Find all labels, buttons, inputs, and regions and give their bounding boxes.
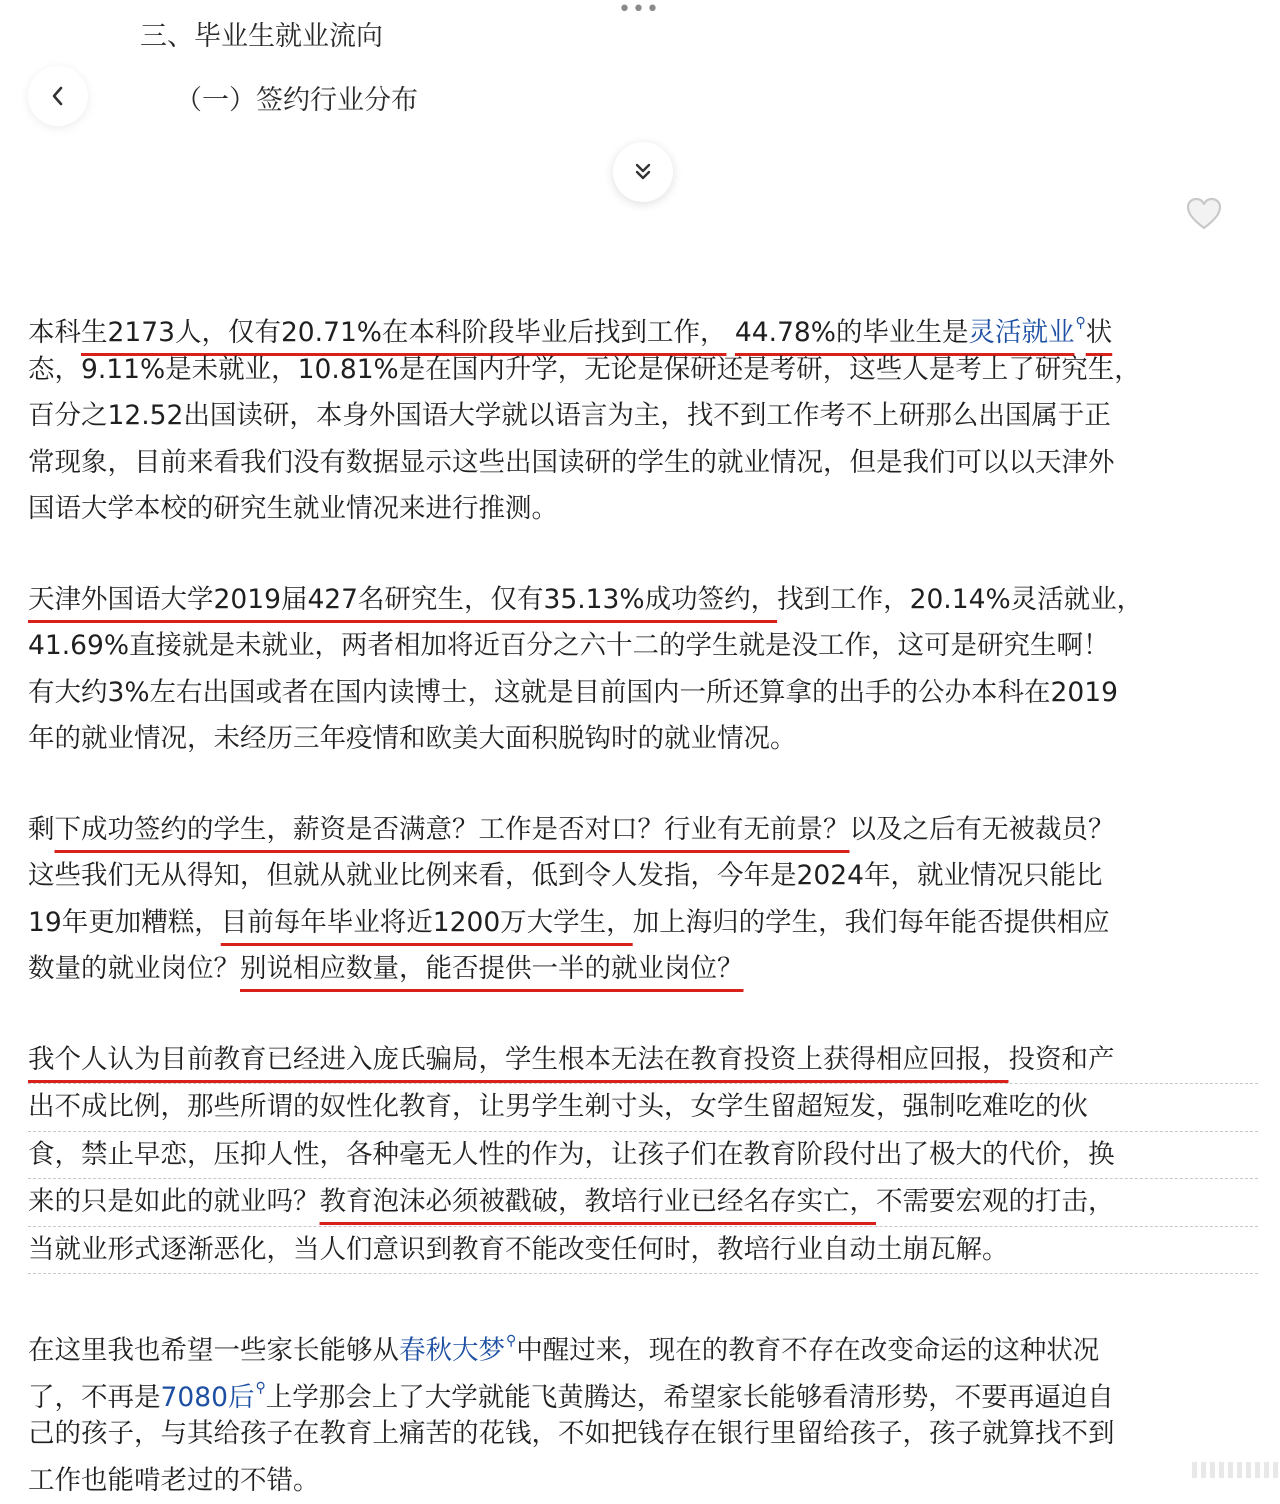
text-span: 中醒过来，现在的教育不存在改变命运的这种状况 xyxy=(516,1335,1099,1366)
text-span: 数量的就业岗位？ xyxy=(28,953,240,984)
text-line xyxy=(28,900,1258,947)
text-span: 本科 xyxy=(28,317,81,348)
text-span: 状 xyxy=(1086,317,1113,348)
text-line xyxy=(28,1318,1258,1365)
text-line: 态，9.11%是未就业，10.81%是在国内升学，无论是保研还是考研，这些人是考上了研究生， xyxy=(28,347,1258,394)
keyword-link-daydream[interactable]: 春秋大梦 xyxy=(399,1335,505,1366)
watermark-bars xyxy=(1192,1462,1280,1478)
text-line: 出不成比例，那些所谓的奴性化教育，让男学生剃寸头，女学生留超短发，强制吃难吃的伙 xyxy=(28,1084,1258,1132)
underlined-text: 目前每年毕业将近1200万大学生， xyxy=(221,907,633,938)
heart-icon xyxy=(1186,197,1222,231)
paragraph-5 xyxy=(28,1318,1258,1504)
text-line: 食，禁止早恋，压抑人性，各种毫无人性的作为，让孩子们在教育阶段付出了极大的代价，换 xyxy=(28,1132,1258,1180)
search-icon[interactable]: ⚲ xyxy=(506,1318,516,1365)
underlined-text: 天津外国语大学2019届427名研究生，仅有35.13%成功签约， xyxy=(28,584,777,615)
underlined-text: 别说相应数量，能否提供一半的就业岗位？ xyxy=(240,953,744,984)
text-line: 这些我们无从得知，但就从就业比例来看，低到令人发指，今年是2024年，就业情况只能比 xyxy=(28,853,1258,900)
text-line xyxy=(28,1037,1258,1085)
text-line: 工作也能啃老过的不错。 xyxy=(28,1458,1258,1504)
text-span: 了，不再是 xyxy=(28,1382,161,1413)
expand-button[interactable] xyxy=(613,142,673,202)
sub-title: （一）签约行业分布 xyxy=(175,78,418,117)
chevron-left-icon xyxy=(48,84,68,108)
text-line xyxy=(28,577,1258,624)
text-span: 不需要宏观的打击， xyxy=(876,1186,1115,1217)
text-span xyxy=(726,317,734,348)
paragraph-2 xyxy=(28,577,1258,763)
text-span: 加上海归的学生，我们每年能否提供相应 xyxy=(633,907,1110,938)
underlined-text xyxy=(735,317,1112,348)
text-line xyxy=(28,807,1258,854)
text-span: 来的只是如此的就业吗？ xyxy=(28,1186,320,1217)
article-body xyxy=(28,300,1258,1504)
keyword-link-7080[interactable]: 7080后 xyxy=(161,1382,255,1413)
text-span: 找到工作，20.14%灵活就业， xyxy=(777,584,1143,615)
text-span: 以及之后有无被裁员？ xyxy=(850,814,1115,845)
text-line: 百分之12.52出国读研，本身外国语大学就以语言为主，找不到工作考不上研那么出国属于正 xyxy=(28,393,1258,440)
search-icon[interactable]: ⚲ xyxy=(255,1365,265,1412)
keyword-link-flexible-employment[interactable]: 灵活就业 xyxy=(968,317,1074,348)
text-line xyxy=(28,1179,1258,1227)
text-line: 当就业形式逐渐恶化，当人们意识到教育不能改变任何时，教培行业自动土崩瓦解。 xyxy=(28,1227,1258,1275)
more-dots-icon[interactable]: ••• xyxy=(618,2,660,18)
like-button[interactable] xyxy=(1184,194,1224,234)
text-line: 有大约3%左右出国或者在国内读博士，这就是目前国内一所还算拿的出手的公办本科在2019 xyxy=(28,670,1258,717)
search-icon[interactable]: ⚲ xyxy=(1075,300,1085,347)
underlined-text: 我个人认为目前教育已经进入庞氏骗局， xyxy=(28,1044,505,1075)
text-line xyxy=(28,300,1258,347)
section-title: 三、毕业生就业流向 xyxy=(140,14,383,53)
underlined-text: 下成功签约的学生，薪资是否满意？工作是否对口？行业有无前景？ xyxy=(55,814,850,845)
text-line xyxy=(28,946,1258,993)
text-line: 常现象，目前来看我们没有数据显示这些出国读研的学生的就业情况，但是我们可以以天津外 xyxy=(28,440,1258,487)
double-chevron-down-icon xyxy=(631,160,655,184)
back-button[interactable] xyxy=(28,66,88,126)
paragraph-4 xyxy=(28,1037,1258,1275)
text-line: 41.69%直接就是未就业，两者相加将近百分之六十二的学生就是没工作，这可是研究生啊！ xyxy=(28,623,1258,670)
underlined-text: 学生根本无法在教育投资上获得相应回报， xyxy=(505,1044,1009,1075)
text-line: 己的孩子，与其给孩子在教育上痛苦的花钱，不如把钱存在银行里留给孩子，孩子就算找不到 xyxy=(28,1411,1258,1458)
underlined-text: 教育泡沫必须被戳破，教培行业已经名存实亡， xyxy=(320,1186,877,1217)
text-span: 44.78%的毕业生是 xyxy=(735,317,969,348)
text-line xyxy=(28,1365,1258,1412)
text-span: 在这里我也希望一些家长能够从 xyxy=(28,1335,399,1366)
paragraph-1 xyxy=(28,300,1258,533)
paragraph-3 xyxy=(28,807,1258,993)
text-span: 剩 xyxy=(28,814,55,845)
text-span: 19年更加糟糕， xyxy=(28,907,221,938)
text-span: 投资和产 xyxy=(1009,1044,1115,1075)
text-span: 上学那会上了大学就能飞黄腾达，希望家长能够看清形势，不要再逼迫自 xyxy=(266,1382,1114,1413)
text-line: 国语大学本校的研究生就业情况来进行推测。 xyxy=(28,486,1258,533)
text-line: 年的就业情况，未经历三年疫情和欧美大面积脱钩时的就业情况。 xyxy=(28,716,1258,763)
underlined-text: 生2173人，仅有20.71%在本科阶段毕业后找到工作， xyxy=(81,317,726,348)
